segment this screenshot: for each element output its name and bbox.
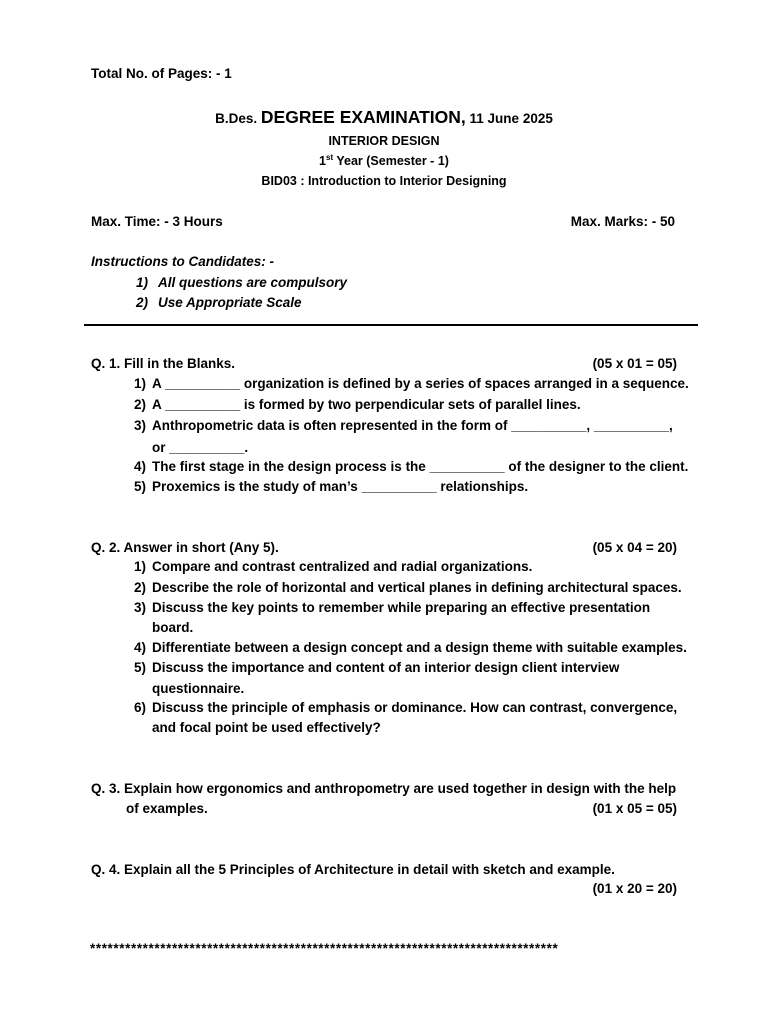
q2-item-text: Discuss the key points to remember while preparing an effective presentation [152, 600, 651, 615]
q1-item-number: 2) [133, 397, 146, 412]
q1-marks: (05 x 01 = 05) [592, 356, 677, 371]
department: INTERIOR DESIGN [328, 134, 440, 148]
q2-item-text-continued: and focal point be used effectively? [152, 720, 381, 735]
instruction-text: Use Appropriate Scale [158, 295, 302, 310]
q2-item-number: 2) [133, 580, 146, 595]
q1-item-number: 3) [133, 418, 146, 433]
q2-item-number: 6) [133, 700, 146, 715]
q4-marks: (01 x 20 = 20) [592, 881, 677, 896]
q2-item-number: 4) [133, 640, 146, 655]
q2-item-text: Differentiate between a design concept and a design theme with suitable examples. [152, 640, 687, 655]
q3-marks: (01 x 05 = 05) [592, 801, 677, 816]
q1-item-number: 4) [133, 459, 146, 474]
year-semester [0, 153, 768, 168]
q2-title: Q. 2. Answer in short (Any 5). [91, 540, 279, 555]
q2-item-text-continued: board. [152, 620, 194, 635]
exam-title [0, 107, 768, 128]
year-superscript: st [326, 153, 334, 162]
q1-item-text: Proxemics is the study of man’s __________ relationships. [152, 479, 529, 494]
q4-text: Q. 4. Explain all the 5 Principles of Architecture in detail with sketch and example. [91, 862, 615, 877]
year-rest: Year (Semester - 1) [333, 154, 449, 169]
total-pages: Total No. of Pages: - 1 [91, 66, 232, 81]
instruction-number: 2) [135, 295, 148, 310]
q3-text: Q. 3. Explain how ergonomics and anthropometry are used together in design with the help [91, 781, 677, 796]
q1-item-text: A __________ organization is defined by a series of spaces arranged in a sequence. [152, 376, 689, 391]
max-time: Max. Time: - 3 Hours [91, 214, 223, 229]
q2-item-number: 5) [133, 660, 146, 675]
q3-text-continued: of examples. [126, 801, 208, 816]
q2-item-text: Discuss the importance and content of an interior design client interview [152, 660, 620, 675]
divider-line [84, 324, 698, 326]
max-marks: Max. Marks: - 50 [570, 214, 675, 229]
end-of-paper-stars: ******************************************************************************** [90, 941, 559, 956]
q2-item-number: 3) [133, 600, 146, 615]
q2-item-text: Discuss the principle of emphasis or dominance. How can contrast, convergence, [152, 700, 678, 715]
q1-item-number: 1) [133, 376, 146, 391]
year-number: 1 [319, 154, 326, 169]
degree-prefix: B.Des. [215, 111, 258, 126]
q1-item-text-continued: or __________. [152, 440, 249, 455]
q2-item-text: Compare and contrast centralized and radial organizations. [152, 559, 533, 574]
exam-date: 11 June 2025 [469, 111, 553, 126]
q2-item-number: 1) [133, 559, 146, 574]
q2-item-text: Describe the role of horizontal and vertical planes in defining architectural spaces. [152, 580, 682, 595]
degree-main: DEGREE EXAMINATION, [260, 107, 466, 127]
q1-item-text: A __________ is formed by two perpendicular sets of parallel lines. [152, 397, 581, 412]
q1-item-text: Anthropometric data is often represented in the form of __________, __________, [152, 418, 673, 433]
q2-marks: (05 x 04 = 20) [592, 540, 677, 555]
q1-item-number: 5) [133, 479, 146, 494]
instructions-title: Instructions to Candidates: - [91, 254, 275, 269]
q2-item-text-continued: questionnaire. [152, 681, 245, 696]
course-title: BID03 : Introduction to Interior Designing [261, 174, 507, 188]
instruction-text: All questions are compulsory [158, 275, 348, 290]
q1-title: Q. 1. Fill in the Blanks. [91, 356, 236, 371]
instruction-number: 1) [135, 275, 148, 290]
q1-item-text: The first stage in the design process is the __________ of the designer to the client. [152, 459, 689, 474]
